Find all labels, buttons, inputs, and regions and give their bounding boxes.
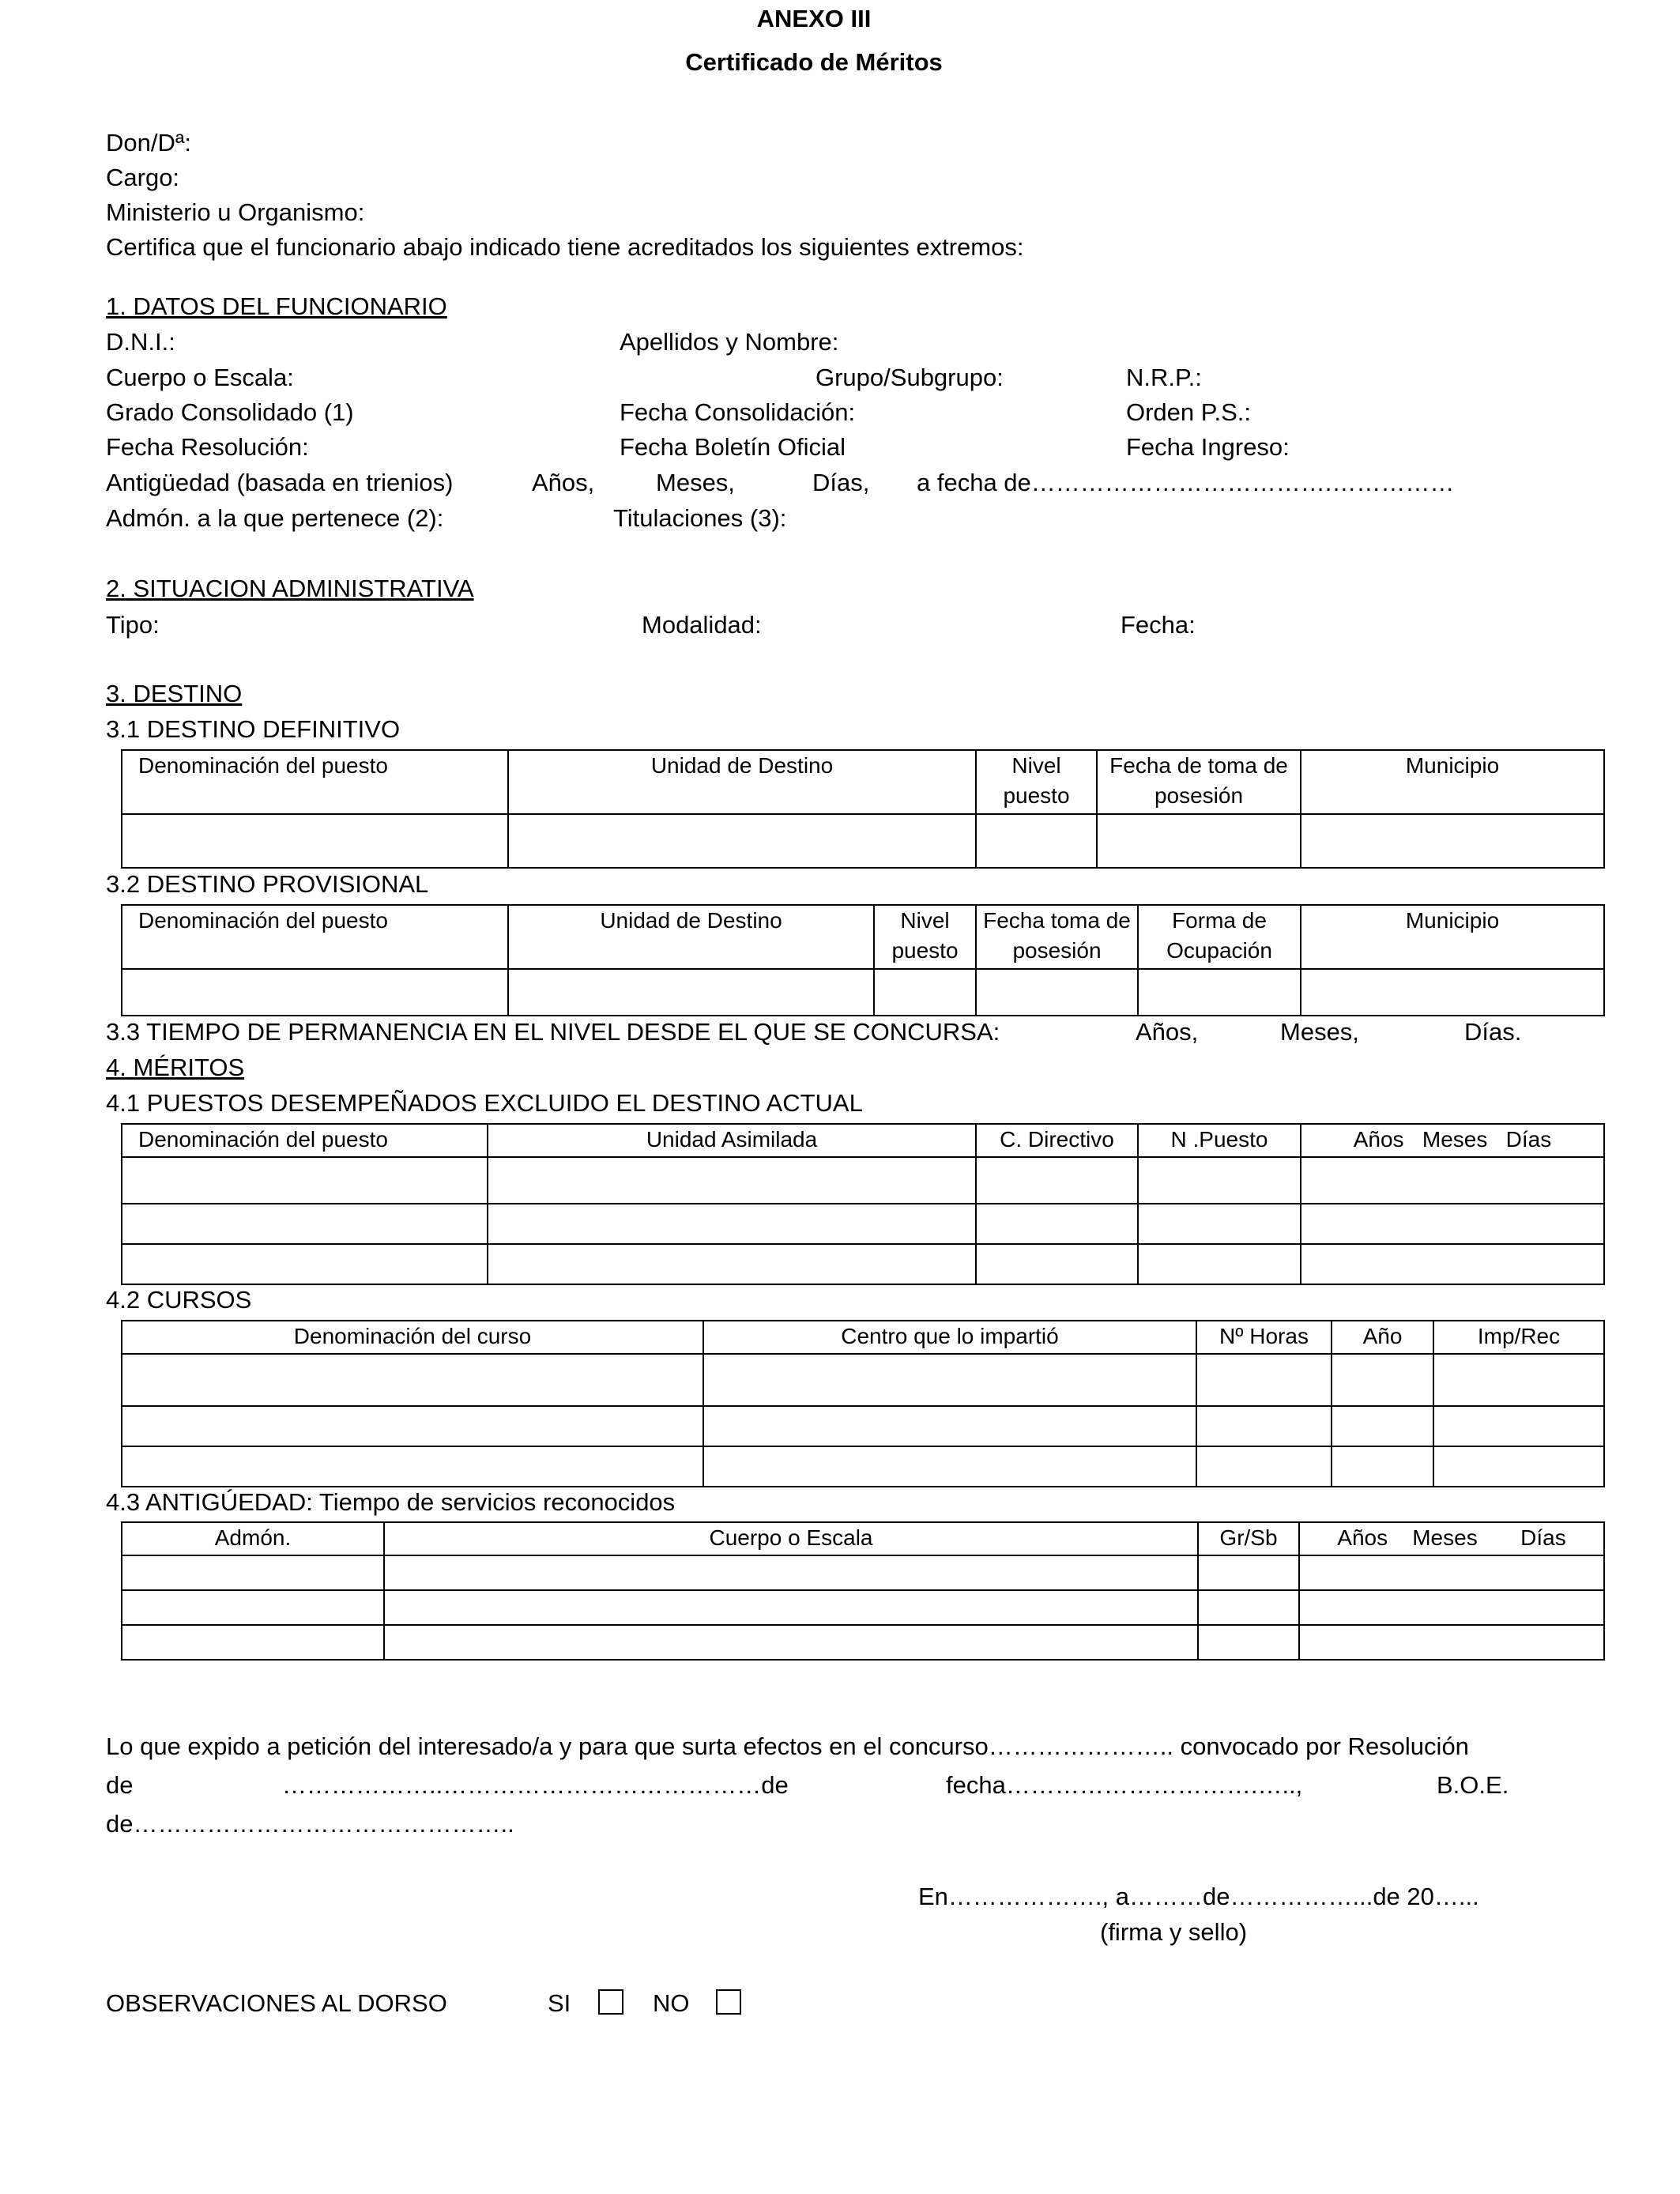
table-cell[interactable]: [976, 1157, 1138, 1204]
table-header-cell: Fecha toma de posesión: [976, 905, 1138, 969]
table-cell[interactable]: [122, 1157, 488, 1204]
table-cell[interactable]: [122, 1555, 384, 1590]
footer-de: de: [106, 1771, 134, 1799]
section-1-title: 1. DATOS DEL FUNCIONARIO: [106, 292, 447, 320]
cuerpo-label: Cuerpo o Escala:: [106, 364, 294, 391]
tiempo-dias: Días.: [1464, 1018, 1522, 1046]
table-cell[interactable]: [1299, 1590, 1604, 1625]
table-header-cell: Años Meses Días: [1299, 1522, 1604, 1555]
apellidos-label: Apellidos y Nombre:: [620, 328, 839, 356]
table-cell[interactable]: [488, 1157, 976, 1204]
fecha-consolidacion-label: Fecha Consolidación:: [620, 398, 856, 426]
table-cell[interactable]: [1196, 1446, 1332, 1487]
firma-sello-label: (firma y sello): [1100, 1918, 1248, 1946]
observaciones-label: OBSERVACIONES AL DORSO: [106, 1989, 447, 2017]
table-cell[interactable]: [1138, 1157, 1301, 1204]
orden-label: Orden P.S.:: [1126, 398, 1251, 426]
table-cell[interactable]: [1301, 814, 1604, 868]
table-cell[interactable]: [1198, 1590, 1299, 1625]
footer-fecha: fecha………………………….…..,: [946, 1771, 1303, 1799]
table-cell[interactable]: [488, 1204, 976, 1244]
antiguedad-label: Antigüedad (basada en trienios): [106, 469, 454, 496]
grado-label: Grado Consolidado (1): [106, 398, 354, 426]
table-cell[interactable]: [122, 1625, 384, 1660]
table-cell[interactable]: [1332, 1354, 1433, 1406]
puestos-title: 4.1 PUESTOS DESEMPEÑADOS EXCLUIDO EL DESTINO ACTUAL: [106, 1089, 863, 1117]
table-cell[interactable]: [1301, 969, 1604, 1016]
table-cell[interactable]: [1138, 1204, 1301, 1244]
page-title: Certificado de Méritos: [685, 48, 943, 76]
table-cell[interactable]: [122, 814, 508, 868]
table-cell[interactable]: [1138, 1244, 1301, 1284]
ministerio-label: Ministerio u Organismo:: [106, 198, 365, 226]
table-cell[interactable]: [874, 969, 976, 1016]
table-row: [122, 1157, 1604, 1204]
table-header-cell: Denominación del puesto: [122, 905, 508, 969]
table-header-cell: N .Puesto: [1138, 1124, 1301, 1157]
table-cell[interactable]: [1433, 1354, 1604, 1406]
table-header-cell: Fecha de toma de posesión: [1097, 750, 1301, 814]
table-cell[interactable]: [703, 1354, 1196, 1406]
table-header-cell: Denominación del curso: [122, 1321, 703, 1354]
table-row: [122, 1204, 1604, 1244]
table-cell[interactable]: [1138, 969, 1301, 1016]
table-header-cell: Admón.: [122, 1522, 384, 1555]
table-cell[interactable]: [508, 814, 976, 868]
table-cell[interactable]: [703, 1406, 1196, 1446]
table-header-cell: C. Directivo: [976, 1124, 1138, 1157]
table-header-cell: Imp/Rec: [1433, 1321, 1604, 1354]
table-header-cell: Centro que lo impartió: [703, 1321, 1196, 1354]
table-cell[interactable]: [976, 814, 1097, 868]
footer-boe: B.O.E.: [1437, 1771, 1509, 1799]
table-header-cell: Gr/Sb: [1198, 1522, 1299, 1555]
table-row: [122, 1406, 1604, 1446]
footer-line-3: de………………………………………..: [106, 1810, 514, 1838]
table-row: [122, 1446, 1604, 1487]
cursos-table: [121, 1320, 1605, 1487]
table-header-cell: Denominación del puesto: [122, 1124, 488, 1157]
destino-definitivo-title: 3.1 DESTINO DEFINITIVO: [106, 715, 401, 743]
si-checkbox[interactable]: [598, 1989, 623, 2015]
tiempo-anos: Años,: [1136, 1018, 1199, 1046]
grupo-label: Grupo/Subgrupo:: [816, 364, 1004, 391]
tiempo-meses: Meses,: [1280, 1018, 1359, 1046]
section-2-title: 2. SITUACION ADMINISTRATIVA: [106, 575, 474, 602]
table-header-cell: Denominación del puesto: [122, 750, 508, 814]
antiguedad-anos: Años,: [532, 469, 595, 496]
table-header-cell: Años Meses Días: [1301, 1124, 1604, 1157]
modalidad-label: Modalidad:: [642, 611, 762, 639]
table-row: [122, 1625, 1604, 1660]
fecha-resolucion-label: Fecha Resolución:: [106, 433, 309, 461]
table-cell[interactable]: [1196, 1354, 1332, 1406]
destino-provisional-table: [121, 904, 1605, 1016]
nrp-label: N.R.P.:: [1126, 364, 1202, 391]
table-cell[interactable]: [384, 1555, 1198, 1590]
table-header-cell: Año: [1332, 1321, 1433, 1354]
table-cell[interactable]: [1196, 1406, 1332, 1446]
section-4-title: 4. MÉRITOS: [106, 1054, 245, 1081]
no-checkbox[interactable]: [716, 1989, 741, 2015]
titulaciones-label: Titulaciones (3):: [613, 504, 787, 532]
no-label: NO: [653, 1989, 690, 2017]
table-cell[interactable]: [1299, 1625, 1604, 1660]
table-header-cell: Unidad de Destino: [508, 905, 874, 969]
table-cell[interactable]: [1097, 814, 1301, 868]
tiempo-permanencia-label: 3.3 TIEMPO DE PERMANENCIA EN EL NIVEL DESDE EL QUE SE CONCURSA:: [106, 1018, 1000, 1046]
table-cell[interactable]: [122, 1244, 488, 1284]
fecha-ingreso-label: Fecha Ingreso:: [1126, 433, 1290, 461]
table-cell[interactable]: [384, 1625, 1198, 1660]
cargo-label: Cargo:: [106, 164, 180, 191]
footer-dots-de: ………………..…………………………………de: [282, 1771, 789, 1799]
footer-line-1: Lo que expido a petición del interesado/a y para que surta efectos en el concurso………………….. convocado por Resolución: [106, 1732, 1469, 1760]
table-header-cell: Municipio: [1301, 750, 1604, 814]
annex-title: ANEXO III: [756, 5, 872, 32]
section-3-title: 3. DESTINO: [106, 680, 243, 707]
table-row: [122, 1354, 1604, 1406]
place-date-line: En………………., a………de……………...de 20…...: [918, 1883, 1479, 1910]
antiguedad-table: [121, 1521, 1605, 1661]
table-cell[interactable]: [122, 1590, 384, 1625]
table-header-cell: Unidad Asimilada: [488, 1124, 976, 1157]
table-cell[interactable]: [122, 1406, 703, 1446]
table-cell[interactable]: [1332, 1446, 1433, 1487]
table-cell[interactable]: [1299, 1555, 1604, 1590]
table-header-cell: Municipio: [1301, 905, 1604, 969]
table-cell[interactable]: [1198, 1555, 1299, 1590]
puestos-table: [121, 1123, 1605, 1285]
table-cell[interactable]: [1433, 1446, 1604, 1487]
table-row: [122, 1555, 1604, 1590]
table-header-cell: Nivel puesto: [976, 750, 1097, 814]
table-row: [122, 1590, 1604, 1625]
table-row: [122, 1244, 1604, 1284]
table-header-cell: Forma de Ocupación: [1138, 905, 1301, 969]
fecha-boletin-label: Fecha Boletín Oficial: [620, 433, 846, 461]
table-cell[interactable]: [1301, 1204, 1604, 1244]
table-cell[interactable]: [976, 969, 1138, 1016]
table-row: [122, 969, 1604, 1016]
table-row: [122, 814, 1604, 868]
a-fecha-label: a fecha de……………………………….……………: [917, 469, 1455, 496]
table-cell[interactable]: [122, 1354, 703, 1406]
tipo-label: Tipo:: [106, 611, 160, 639]
destino-definitivo-table: [121, 749, 1605, 869]
certifica-text: Certifica que el funcionario abajo indicado tiene acreditados los siguientes extremos:: [106, 233, 1024, 261]
table-cell[interactable]: [122, 969, 508, 1016]
table-header-cell: Unidad de Destino: [508, 750, 976, 814]
table-cell[interactable]: [976, 1204, 1138, 1244]
cursos-title: 4.2 CURSOS: [106, 1286, 252, 1314]
table-cell[interactable]: [488, 1244, 976, 1284]
table-cell[interactable]: [976, 1244, 1138, 1284]
antiguedad-servicios-title: 4.3 ANTIGÚEDAD: Tiempo de servicios reconocidos: [106, 1488, 676, 1516]
fecha-label: Fecha:: [1121, 611, 1196, 639]
destino-provisional-title: 3.2 DESTINO PROVISIONAL: [106, 870, 429, 898]
table-cell[interactable]: [1332, 1406, 1433, 1446]
table-cell[interactable]: [1301, 1244, 1604, 1284]
table-header-cell: Nivel puesto: [874, 905, 976, 969]
antiguedad-dias: Días,: [812, 469, 870, 496]
admon-label: Admón. a la que pertenece (2):: [106, 504, 444, 532]
table-cell[interactable]: [1198, 1625, 1299, 1660]
table-cell[interactable]: [384, 1590, 1198, 1625]
antiguedad-meses: Meses,: [656, 469, 735, 496]
table-cell[interactable]: [1301, 1157, 1604, 1204]
si-label: SI: [548, 1989, 571, 2017]
table-header-cell: Nº Horas: [1196, 1321, 1332, 1354]
table-cell[interactable]: [122, 1446, 703, 1487]
don-label: Don/Dª:: [106, 129, 191, 156]
table-cell[interactable]: [703, 1446, 1196, 1487]
table-header-cell: Cuerpo o Escala: [384, 1522, 1198, 1555]
table-cell[interactable]: [508, 969, 874, 1016]
table-cell[interactable]: [122, 1204, 488, 1244]
table-cell[interactable]: [1433, 1406, 1604, 1446]
dni-label: D.N.I.:: [106, 328, 175, 356]
